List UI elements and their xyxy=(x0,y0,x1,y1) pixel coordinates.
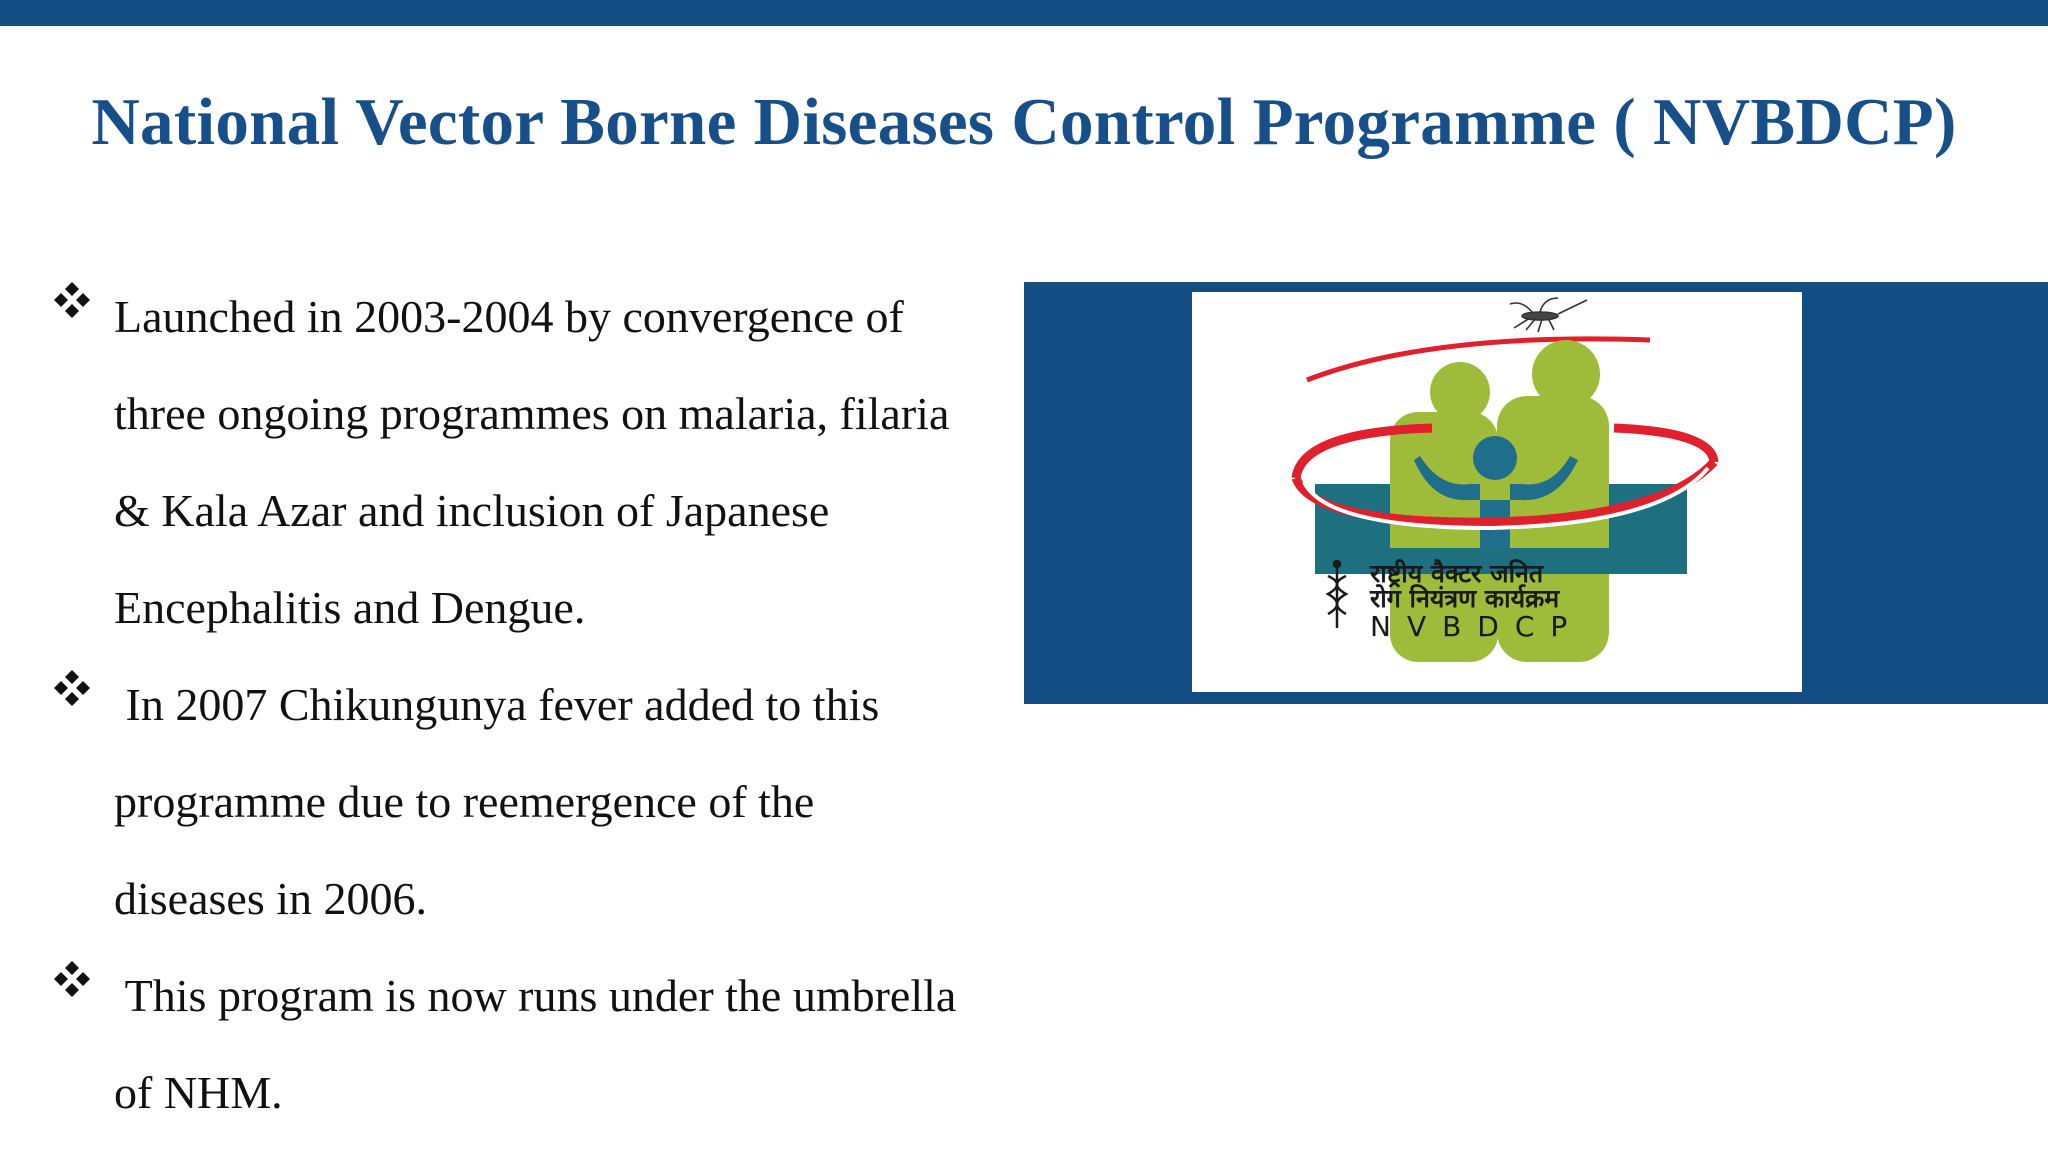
top-accent-bar xyxy=(0,0,2048,26)
logo-abbreviation: NVBDCP xyxy=(1370,610,1584,643)
logo-panel xyxy=(1024,282,2048,704)
bullet-item xyxy=(50,656,1040,947)
bullet-line: Encephalitis and Dengue. xyxy=(114,582,586,633)
bullet-item xyxy=(50,947,1040,1141)
four-diamond-bullet-icon xyxy=(50,666,94,710)
mosquito-icon xyxy=(1510,298,1587,332)
bullet-list xyxy=(50,268,1040,1141)
logo-card xyxy=(1192,292,1802,692)
bullet-line: This program is now runs under the umbrella xyxy=(114,970,957,1021)
bullet-line: In 2007 Chikungunya fever added to this xyxy=(114,679,880,730)
logo-hindi-line-1: राष्ट्रीय वैक्टर जनित xyxy=(1370,559,1544,588)
four-diamond-bullet-icon xyxy=(50,278,94,322)
bullet-line: & Kala Azar and inclusion of Japanese xyxy=(114,485,830,536)
bullet-line: of NHM. xyxy=(114,1067,283,1118)
slide-title: National Vector Borne Diseases Control Programme ( NVBDCP) xyxy=(91,85,1957,159)
logo-hindi-line-2: रोग नियंत्रण कार्यक्रम xyxy=(1370,584,1560,613)
bullet-line: programme due to reemergence of the xyxy=(114,776,815,827)
four-diamond-bullet-icon xyxy=(50,957,94,1001)
bullet-line: Launched in 2003-2004 by convergence of xyxy=(114,291,904,342)
bullet-line: diseases in 2006. xyxy=(114,873,428,924)
bullet-item xyxy=(50,268,1040,656)
bullet-line: three ongoing programmes on malaria, filaria xyxy=(114,388,950,439)
